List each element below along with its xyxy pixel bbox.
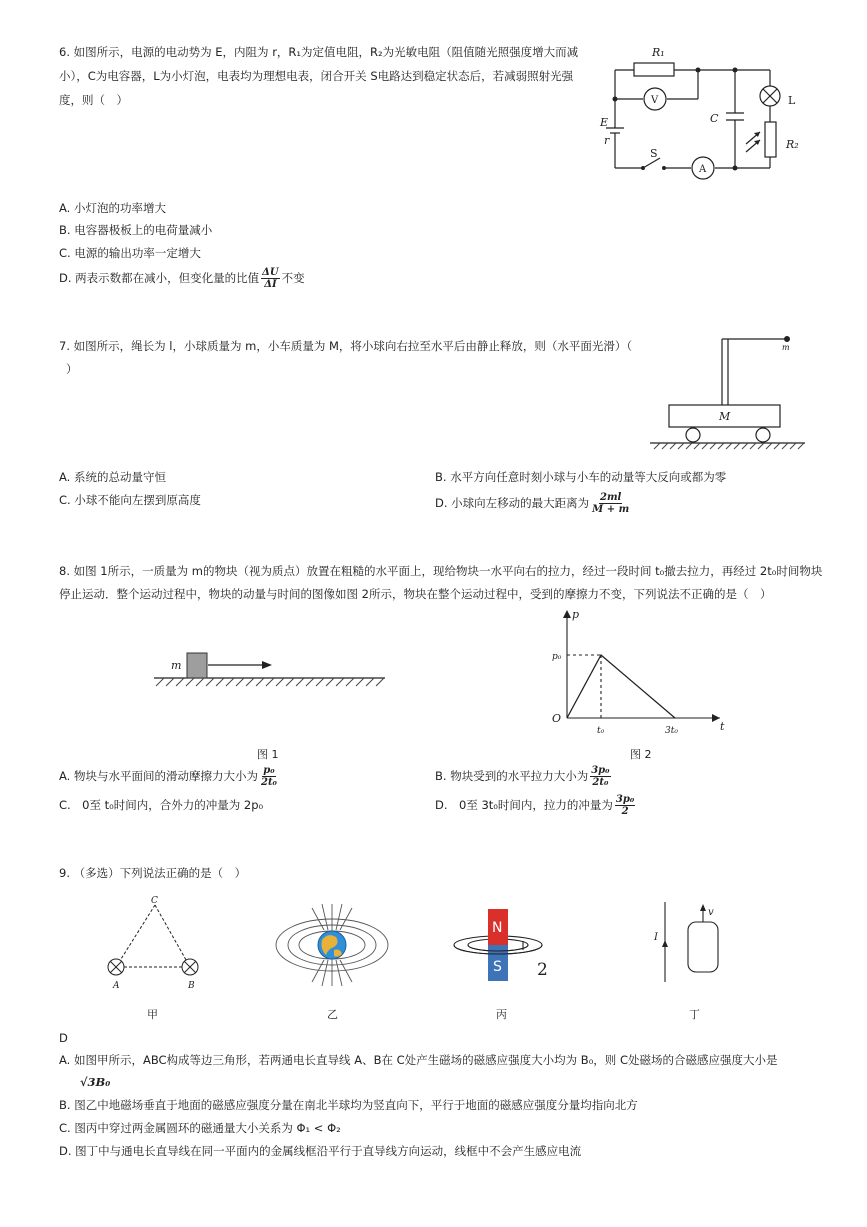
capacitor-label: C bbox=[710, 112, 719, 125]
q7-option-b: B. 水平方向任意时刻小球与小车的动量等大反向或都为零 bbox=[435, 470, 727, 484]
q9-caption-jia: 甲 bbox=[147, 1008, 158, 1021]
q6-stem-line3: 度，则（ ） bbox=[59, 93, 128, 107]
q8-option-a-text: A. 物块与水平面间的滑动摩擦力大小为 bbox=[59, 769, 258, 783]
q8-figure1-block bbox=[150, 648, 390, 693]
q6-option-d-suffix: 不变 bbox=[281, 271, 305, 285]
q8-option-d bbox=[435, 791, 637, 819]
fraction-numerator: ΔU bbox=[262, 267, 279, 278]
q9-figure-jia-triangle bbox=[100, 895, 210, 995]
q8-option-a-fraction bbox=[260, 765, 278, 788]
q9-stem: 9. （多选）下列说法正确的是（ ） bbox=[59, 866, 247, 880]
q6-circuit-diagram bbox=[598, 40, 808, 185]
q9-option-d: D. 图丁中与通电长直导线在同一平面内的金属线框沿平行于直导线方向运动，线框中不会产生感应电流 bbox=[59, 1144, 582, 1158]
q6-option-b: B. 电容器极板上的电荷量减小 bbox=[59, 223, 213, 237]
t0-label: t₀ bbox=[597, 726, 605, 736]
q6-option-c: C. 电源的输出功率一定增大 bbox=[59, 246, 201, 260]
block-mass-label: m bbox=[171, 659, 182, 672]
ring-2-label: 2 bbox=[537, 960, 548, 980]
3t0-label: 3t₀ bbox=[665, 726, 678, 736]
q8-option-d-fraction bbox=[615, 794, 635, 817]
q7-option-a: A. 系统的总动量守恒 bbox=[59, 470, 166, 484]
fraction-denominator: 2 bbox=[621, 806, 629, 817]
lamp-label: L bbox=[788, 94, 796, 107]
q8-figure1-caption: 图 1 bbox=[257, 748, 279, 761]
q7-option-d-text: D. 小球向左移动的最大距离为 bbox=[435, 496, 590, 510]
fraction-denominator: ΔI bbox=[264, 279, 277, 290]
ball-mass-label: m bbox=[782, 343, 790, 352]
q8-stem-line2: 停止运动．整个运动过程中，物块的动量与时间的图像如图 2所示，物块在整个运动过程中，受到的摩擦力不变，下列说法不正确的是（ ） bbox=[59, 587, 772, 601]
vertex-a-label: A bbox=[113, 981, 120, 991]
q9-option-c: C. 图丙中穿过两金属圆环的磁通量大小关系为 Φ₁ < Φ₂ bbox=[59, 1121, 341, 1135]
q7-option-d bbox=[435, 489, 632, 517]
emf-label: E bbox=[600, 116, 609, 129]
origin-label: O bbox=[552, 712, 562, 725]
current-i-label: I bbox=[654, 932, 658, 943]
q8-option-b-fraction bbox=[590, 765, 610, 788]
fraction-denominator: 2t₀ bbox=[260, 777, 277, 788]
q7-stem-line1: 7. 如图所示，绳长为 l，小球质量为 m，小车质量为 M，将小球向右拉至水平后由静止释放，则（水平面光滑）（ bbox=[59, 339, 633, 353]
switch-label: S bbox=[650, 147, 658, 160]
north-pole-label: N bbox=[492, 920, 503, 936]
cart-mass-label: M bbox=[719, 410, 731, 423]
q8-option-b-text: B. 物块受到的水平拉力大小为 bbox=[435, 769, 589, 783]
q9-caption-bing: 丙 bbox=[496, 1008, 507, 1021]
vertex-c-label: C bbox=[151, 896, 158, 906]
fraction-denominator: M + m bbox=[592, 504, 630, 515]
fraction-denominator: 2t₀ bbox=[592, 777, 609, 788]
p0-label: p₀ bbox=[552, 652, 562, 662]
r2-label: R₂ bbox=[786, 138, 799, 151]
q8-option-d-text: D. 0至 3t₀时间内，拉力的冲量为 bbox=[435, 798, 613, 812]
fraction-numerator: 2ml bbox=[600, 492, 622, 503]
q6-option-a: A. 小灯泡的功率增大 bbox=[59, 201, 166, 215]
q7-option-c: C. 小球不能向左摆到原高度 bbox=[59, 493, 201, 507]
q8-option-c: C. 0至 t₀时间内，合外力的冲量为 2p₀ bbox=[59, 798, 264, 812]
q8-option-a bbox=[59, 762, 280, 790]
fraction-numerator: 3p₀ bbox=[591, 765, 610, 776]
ammeter-label: A bbox=[699, 164, 707, 175]
q9-figure-bing-magnet-rings bbox=[447, 905, 557, 990]
voltmeter-label: V bbox=[651, 95, 659, 106]
q9-option-a-line1: A. 如图甲所示，ABC构成等边三角形，若两通电长直导线 A、B在 C处产生磁场的磁感应强度大小均为 B₀，则 C处磁场的合磁感应强度大小是 bbox=[59, 1053, 778, 1067]
q6-option-d-text: D. 两表示数都在减小，但变化量的比值 bbox=[59, 271, 260, 285]
q9-figure-yi-earth-field bbox=[272, 900, 392, 990]
r1-label: R₁ bbox=[652, 46, 665, 59]
q7-option-d-fraction bbox=[591, 492, 630, 515]
q6-stem-line2: 小），C为电容器，L为小灯泡，电表均为理想电表，闭合开关 S电路达到稳定状态后，若减弱照射光强 bbox=[59, 69, 574, 83]
vertex-b-label: B bbox=[188, 981, 195, 991]
q8-option-b bbox=[435, 762, 613, 790]
q6-option-d-fraction bbox=[261, 267, 279, 290]
q7-cart-diagram bbox=[650, 335, 810, 450]
q7-stem-line2: ） bbox=[66, 362, 78, 376]
south-pole-label: S bbox=[493, 959, 502, 975]
fraction-numerator: p₀ bbox=[263, 765, 275, 776]
q9-answer: D bbox=[59, 1031, 68, 1045]
internal-resistance-label: r bbox=[604, 134, 610, 147]
fraction-numerator: 3p₀ bbox=[615, 794, 635, 805]
q9-option-a-line2: √3B₀ bbox=[80, 1075, 111, 1089]
q8-figure2-caption: 图 2 bbox=[630, 748, 652, 761]
axis-p-label: p bbox=[572, 608, 580, 621]
q9-caption-ding: 丁 bbox=[689, 1008, 700, 1021]
q9-caption-yi: 乙 bbox=[327, 1008, 338, 1021]
q6-option-d bbox=[59, 264, 305, 292]
q9-figure-ding-wire-frame bbox=[650, 900, 730, 985]
axis-t-label: t bbox=[720, 720, 725, 733]
q9-option-b: B. 图乙中地磁场垂直于地面的磁感应强度分量在南北半球均为竖直向下，平行于地面的磁感应强度分量均指向北方 bbox=[59, 1098, 638, 1112]
q6-stem-line1: 6. 如图所示，电源的电动势为 E，内阻为 r，R₁为定值电阻，R₂为光敏电阻（阻值随光照强度增大而减 bbox=[59, 45, 579, 59]
q8-stem-line1: 8. 如图 1所示，一质量为 m的物块（视为质点）放置在粗糙的水平面上，现给物块一水平向右的拉力，经过一段时间 t₀撤去拉力，再经过 2t₀时间物块 bbox=[59, 564, 823, 578]
q8-figure2-graph bbox=[548, 608, 738, 738]
velocity-v-label: v bbox=[708, 907, 714, 918]
